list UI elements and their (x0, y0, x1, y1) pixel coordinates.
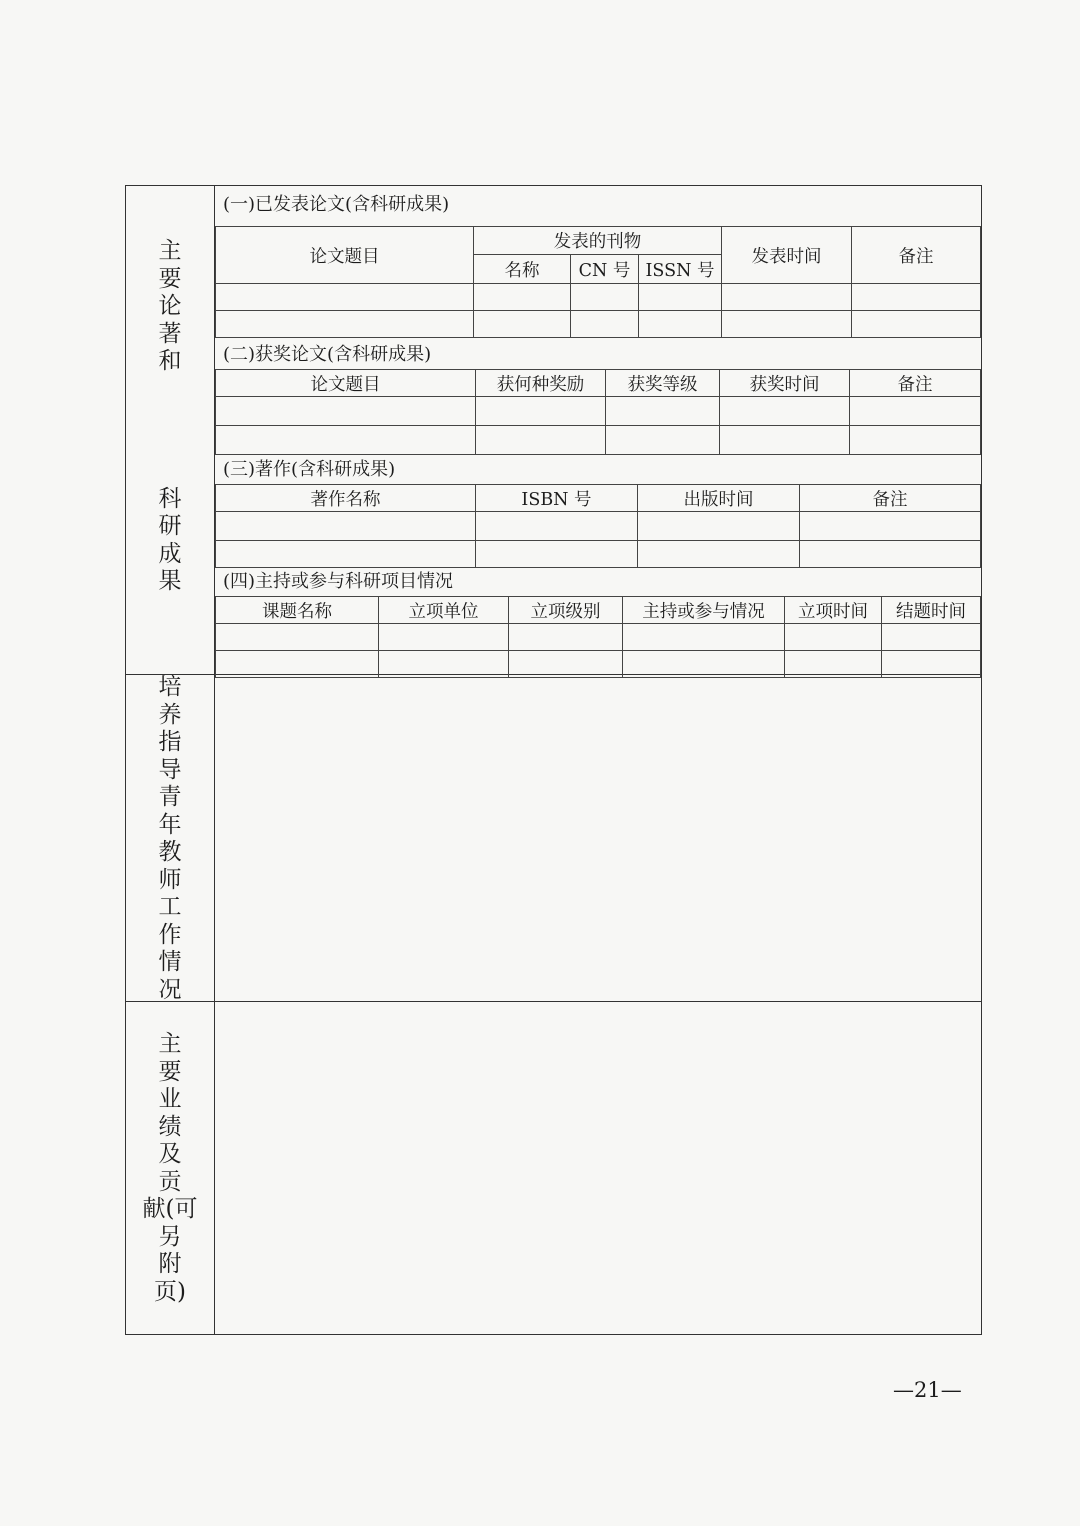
header-cell: CN 号 (571, 255, 639, 284)
section-title: (一)已发表论文(含科研成果) (223, 194, 450, 215)
table-cell[interactable] (722, 311, 852, 338)
table-cell[interactable] (722, 284, 852, 311)
table-cell[interactable] (474, 311, 571, 338)
table-cell[interactable] (638, 541, 800, 568)
research-label: 主 要 论 著 和 科 研 成 果 (158, 238, 182, 594)
table-cell[interactable] (638, 512, 800, 541)
table-row (216, 426, 981, 455)
table-cell[interactable] (623, 624, 785, 651)
table-cell[interactable] (476, 397, 606, 426)
table-cell[interactable] (571, 311, 639, 338)
table-cell[interactable] (882, 651, 981, 678)
table-cell[interactable] (800, 512, 981, 541)
awarded-papers-section (215, 341, 981, 455)
table-cell[interactable] (720, 426, 850, 455)
awarded-papers-table (215, 369, 981, 455)
table-cell[interactable] (850, 426, 981, 455)
table-cell[interactable] (216, 311, 474, 338)
achievements-label: 主 要 业 绩 及 贡 献(可 另 附 页) (142, 1031, 198, 1305)
page-number: —21— (893, 1378, 962, 1402)
training-label: 培 养 指 导 青 年 教 师 工 作 情 况 (158, 674, 182, 1003)
table-cell[interactable] (606, 397, 720, 426)
table-cell[interactable] (216, 284, 474, 311)
header-cell: 发表的刊物 (474, 227, 722, 255)
table-cell[interactable] (216, 426, 476, 455)
table-row (216, 311, 981, 338)
header-cell: 立项级别 (509, 597, 623, 624)
form-table (125, 185, 982, 1335)
table-cell[interactable] (785, 624, 882, 651)
table-row (216, 397, 981, 426)
header-cell: 备注 (852, 227, 981, 284)
table-cell[interactable] (216, 512, 476, 541)
header-cell: 论文题目 (216, 370, 476, 397)
research-projects-table (215, 596, 981, 678)
header-cell: 论文题目 (216, 227, 474, 284)
section-title: (三)著作(含科研成果) (223, 459, 396, 480)
table-row (216, 651, 981, 678)
research-projects-section (215, 568, 981, 678)
table-cell[interactable] (476, 426, 606, 455)
header-cell: ISSN 号 (639, 255, 722, 284)
table-cell[interactable] (379, 651, 509, 678)
header-cell: 备注 (800, 485, 981, 512)
table-cell[interactable] (509, 624, 623, 651)
table-cell[interactable] (216, 397, 476, 426)
table-cell[interactable] (509, 651, 623, 678)
table-row (216, 541, 981, 568)
books-section (215, 456, 981, 568)
table-cell[interactable] (476, 512, 638, 541)
table-cell[interactable] (216, 541, 476, 568)
table-cell[interactable] (720, 397, 850, 426)
table-cell[interactable] (785, 651, 882, 678)
header-cell: 发表时间 (722, 227, 852, 284)
table-cell[interactable] (882, 624, 981, 651)
table-cell[interactable] (639, 311, 722, 338)
table-cell[interactable] (800, 541, 981, 568)
books-table (215, 484, 981, 568)
table-cell[interactable] (476, 541, 638, 568)
table-cell[interactable] (623, 651, 785, 678)
table-cell[interactable] (571, 284, 639, 311)
header-cell: 课题名称 (216, 597, 379, 624)
header-cell: 主持或参与情况 (623, 597, 785, 624)
header-cell: 获奖等级 (606, 370, 720, 397)
header-cell: 立项单位 (379, 597, 509, 624)
header-cell: 立项时间 (785, 597, 882, 624)
table-cell[interactable] (474, 284, 571, 311)
section-title: (四)主持或参与科研项目情况 (223, 571, 454, 592)
section-title: (二)获奖论文(含科研成果) (223, 344, 432, 365)
table-cell[interactable] (639, 284, 722, 311)
header-cell: 著作名称 (216, 485, 476, 512)
header-cell: 获奖时间 (720, 370, 850, 397)
header-cell: 获何种奖励 (476, 370, 606, 397)
table-row (216, 624, 981, 651)
table-cell[interactable] (606, 426, 720, 455)
header-cell: 结题时间 (882, 597, 981, 624)
table-cell[interactable] (216, 651, 379, 678)
table-cell[interactable] (379, 624, 509, 651)
published-papers-section (215, 186, 981, 338)
header-cell: 备注 (850, 370, 981, 397)
header-cell: 名称 (474, 255, 571, 284)
table-cell[interactable] (216, 624, 379, 651)
table-cell[interactable] (850, 397, 981, 426)
table-row (216, 284, 981, 311)
table-cell[interactable] (852, 284, 981, 311)
achievements-content-area[interactable] (215, 1002, 981, 1334)
published-papers-table (215, 226, 981, 338)
table-row (216, 512, 981, 541)
table-cell[interactable] (852, 311, 981, 338)
training-content-area[interactable] (215, 675, 981, 1000)
header-cell: 出版时间 (638, 485, 800, 512)
header-cell: ISBN 号 (476, 485, 638, 512)
